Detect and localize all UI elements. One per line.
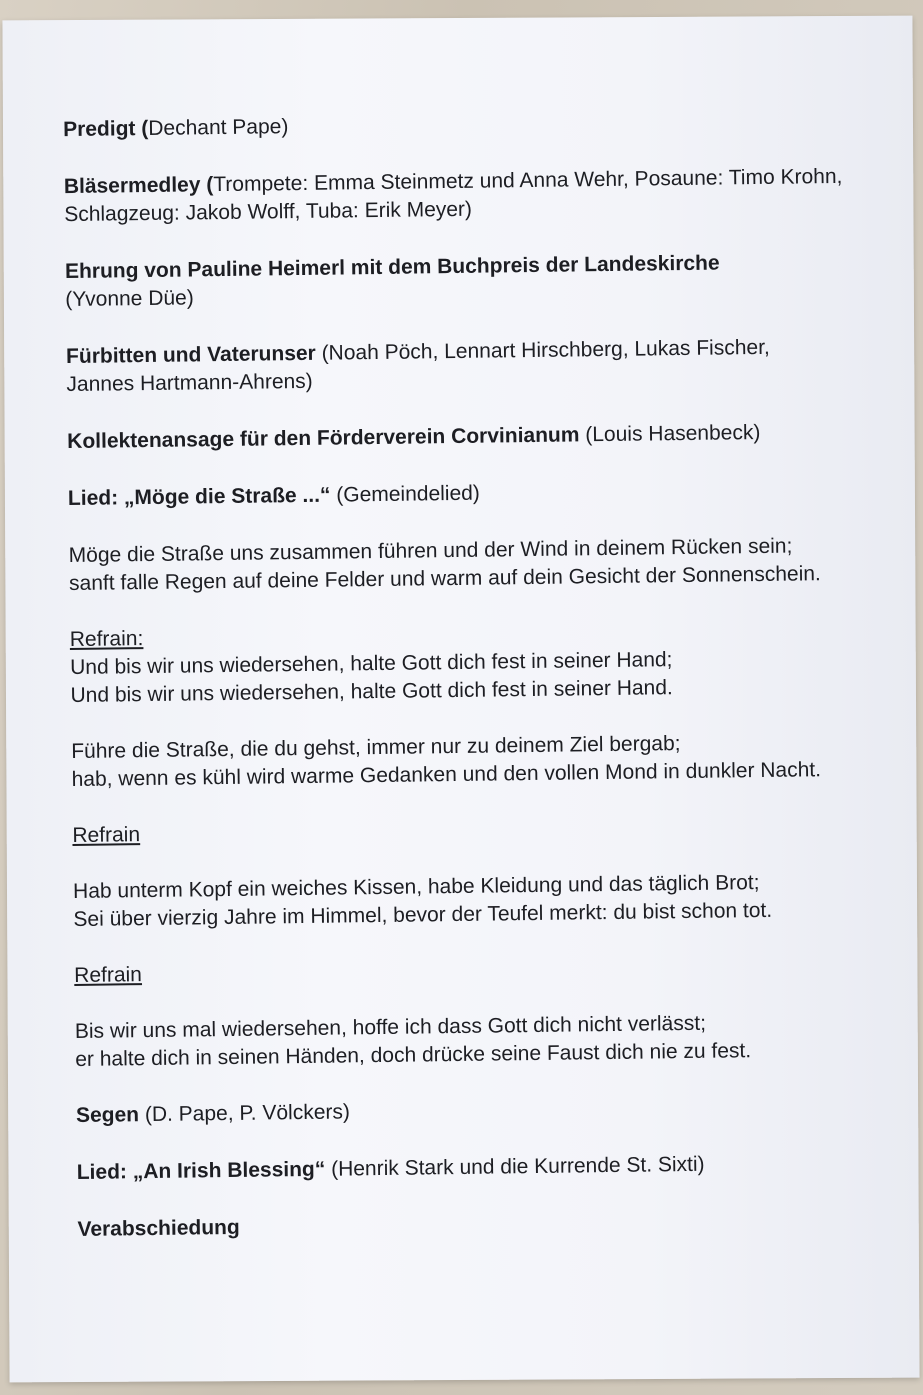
item-detail: Dechant Pape)	[148, 115, 289, 140]
song-verse-4	[75, 1007, 896, 1074]
item-title: Segen	[75, 1103, 140, 1127]
verse-line: Führe die Straße, die du gehst, immer nur zu deinem Ziel bergab;	[71, 732, 681, 764]
item-title: Bläsermedley (	[63, 173, 214, 199]
program-item-segen	[76, 1091, 896, 1130]
refrain-line: Und bis wir uns wiedersehen, halte Gott dich fest in seiner Hand.	[70, 676, 673, 708]
verse-line: Sei über vierzig Jahre im Himmel, bevor der Teufel merkt: du bist schon tot.	[73, 898, 773, 932]
verse-line: Möge die Straße uns zusammen führen und der Wind in deinem Rücken sein;	[68, 534, 793, 568]
song-refrain	[70, 615, 891, 710]
program-item-verabschiedung	[77, 1205, 897, 1244]
program-item-lied-irish-blessing	[77, 1148, 897, 1187]
program-item-lied-moege	[68, 474, 888, 513]
verse-line: hab, wenn es kühl wird warme Gedanken und den vollen Mond in dunkler Nacht.	[71, 758, 822, 792]
program-item-ehrung	[65, 247, 886, 314]
song-refrain-repeat-2	[74, 951, 894, 990]
item-title: Lied: „Möge die Straße ...“	[67, 483, 331, 511]
item-title: Fürbitten und Vaterunser	[65, 341, 316, 369]
item-detail-continued: Schlagzeug: Jakob Wolff, Tuba: Erik Meyer)	[64, 197, 473, 227]
verse-line: er halte dich in seinen Händen, doch drücke seine Faust dich nie zu fest.	[75, 1039, 752, 1071]
refrain-label: Refrain	[72, 823, 141, 848]
item-detail-continued: Jannes Hartmann-Ahrens)	[66, 369, 313, 397]
program-item-blaesermedley	[64, 162, 885, 229]
item-detail: (Gemeindelied)	[330, 481, 481, 507]
song-verse-1	[69, 531, 890, 598]
refrain-label: Refrain	[74, 963, 143, 988]
program-item-fuerbitten	[66, 332, 887, 399]
program-content	[63, 105, 898, 1273]
item-detail: (Louis Hasenbeck)	[579, 420, 761, 447]
refrain-line: Und bis wir uns wiedersehen, halte Gott dich fest in seiner Hand;	[70, 648, 673, 680]
verse-line: Bis wir uns mal wiedersehen, hoffe ich dass Gott dich nicht verlässt;	[74, 1011, 707, 1043]
item-title: Ehrung von Pauline Heimerl mit dem Buchpreis der Landeskirche	[64, 251, 720, 284]
item-detail: (Noah Pöch, Lennart Hirschberg, Lukas Fischer,	[315, 335, 770, 365]
item-detail: (Henrik Stark und die Kurrende St. Sixti)	[325, 1152, 705, 1181]
song-verse-3	[73, 867, 894, 934]
item-detail: (Yvonne Düe)	[65, 286, 194, 312]
verse-line: Hab unterm Kopf ein weiches Kissen, habe Kleidung und das täglich Brot;	[72, 871, 760, 904]
verse-line: sanft falle Regen auf deine Felder und warm auf dein Gesicht der Sonnenschein.	[68, 562, 821, 596]
item-title: Predigt (	[62, 116, 149, 142]
item-detail: (D. Pape, P. Völckers)	[138, 1100, 351, 1127]
refrain-label: Refrain:	[69, 627, 144, 652]
song-verse-2	[71, 727, 892, 794]
item-title: Lied: „An Irish Blessing“	[76, 1157, 326, 1184]
item-title: Kollektenansage für den Förderverein Corvinianum	[67, 423, 580, 454]
song-refrain-repeat-1	[72, 811, 892, 850]
item-title: Verabschiedung	[77, 1215, 240, 1241]
program-sheet	[2, 16, 919, 1383]
program-item-kollekte	[67, 417, 887, 456]
program-item-predigt	[63, 105, 883, 144]
item-detail: Trompete: Emma Steinmetz und Anna Wehr, Posaune: Timo Krohn,	[213, 164, 843, 197]
